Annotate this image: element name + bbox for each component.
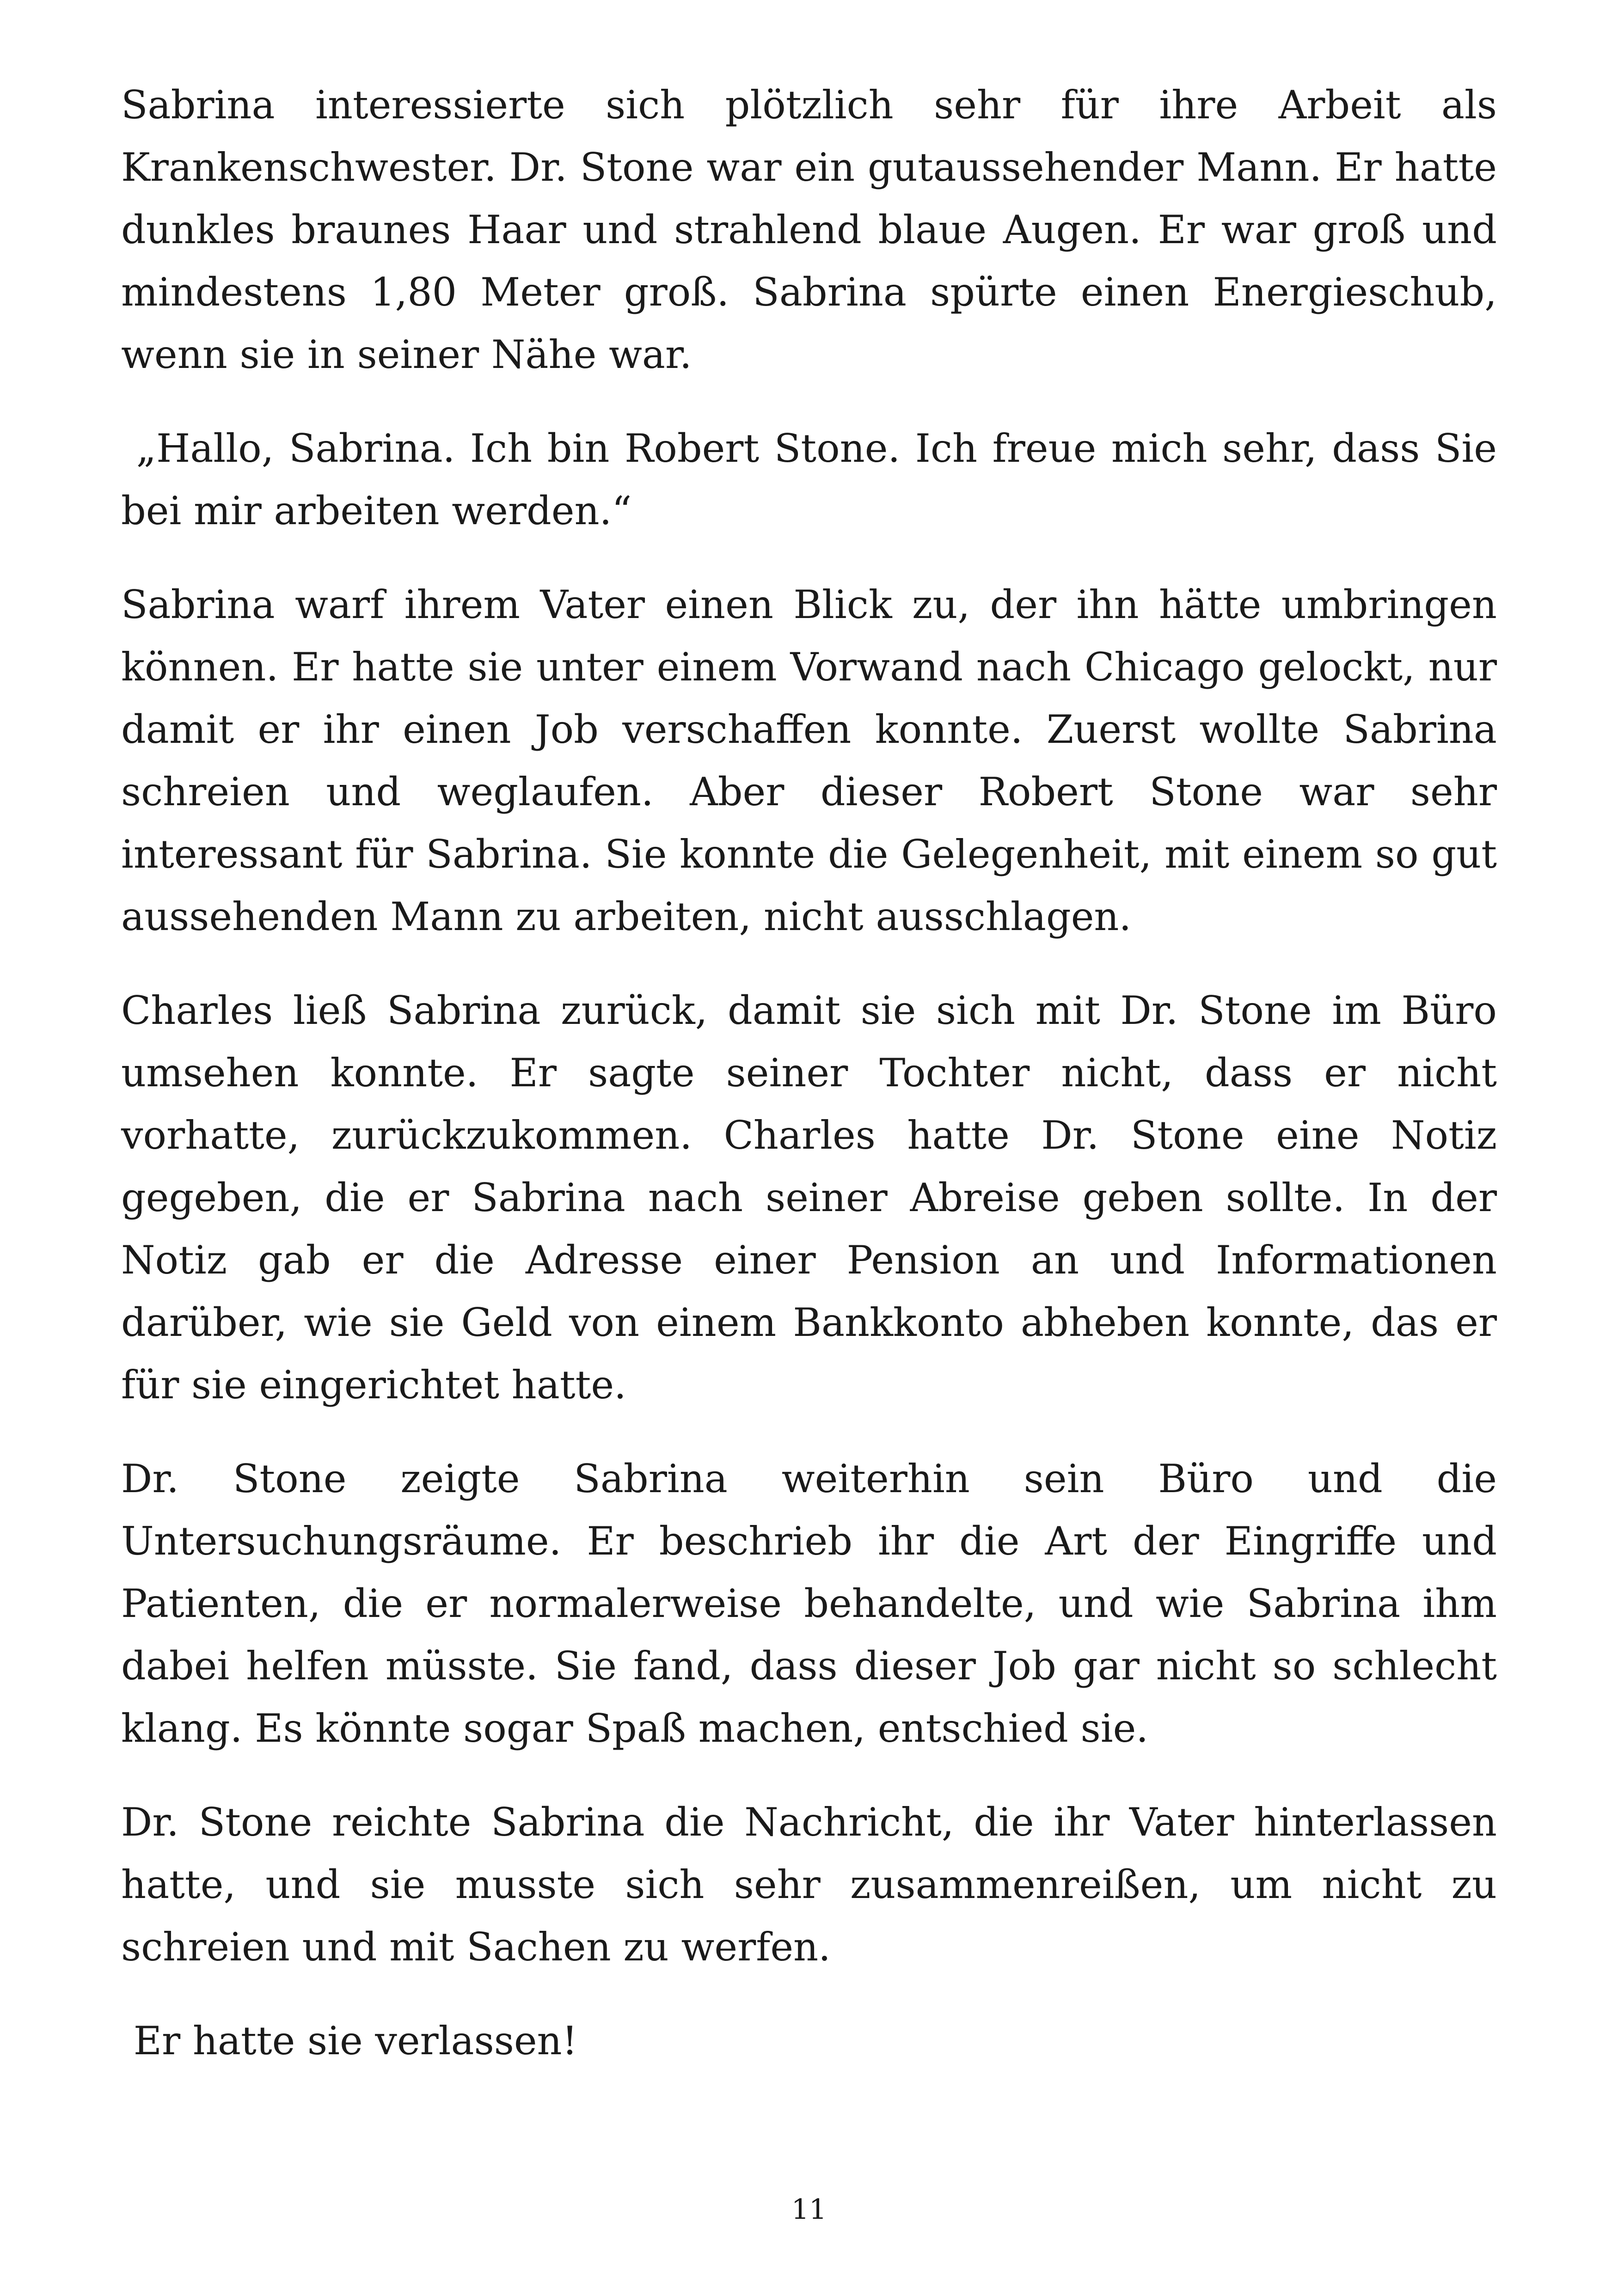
body-text: [121, 74, 1509, 2104]
paragraph-5: Dr. Stone zeigte Sabrina weiterhin sein Büro und die Untersuchungsräume. Er beschrieb ihr die Art der Eingriffe und Patienten, die er normalerweise behandelte, und wie Sabrina ihm dabei helfen müsste. Sie fand, dass dieser Job gar nicht so schlecht klang. Es könnte sogar Spaß machen, entschied sie.: [121, 1456, 1497, 1751]
paragraph-7: Er hatte sie verlassen!: [121, 2018, 578, 2063]
paragraph-6: Dr. Stone reichte Sabrina die Nachricht, die ihr Vater hinterlassen hatte, und sie musste sich sehr zusammenreißen, um nicht zu schreien und mit Sachen zu werfen.: [121, 1800, 1497, 1970]
paragraph-1: Sabrina interessierte sich plötzlich sehr für ihre Arbeit als Krankenschwester. Dr. Stone war ein gutaussehender Mann. Er hatte dunkles braunes Haar und strahlend blaue Augen. Er war groß und mindestens 1,80 Meter groß. Sabrina spürte einen Energieschub, wenn sie in seiner Nähe war.: [121, 82, 1497, 377]
paragraph-4: Charles ließ Sabrina zurück, damit sie sich mit Dr. Stone im Büro umsehen konnte. Er sagte seiner Tochter nicht, dass er nicht vorhatte, zurückzukommen. Charles hatte Dr. Stone eine Notiz gegeben, die er Sabrina nach seiner Abreise geben sollte. In der Notiz gab er die Adresse einer Pension an und Informationen darüber, wie sie Geld von einem Bankkonto abheben konnte, das er für sie eingerichtet hatte.: [121, 988, 1497, 1408]
paragraph-2: „Hallo, Sabrina. Ich bin Robert Stone. Ich freue mich sehr, dass Sie bei mir arbeiten werden.“: [121, 426, 1509, 533]
paragraph-3: Sabrina warf ihrem Vater einen Blick zu, der ihn hätte umbringen können. Er hatte sie unter einem Vorwand nach Chicago gelockt, nur damit er ihr einen Job verschaffen konnte. Zuerst wollte Sabrina schreien und weglaufen. Aber dieser Robert Stone war sehr interessant für Sabrina. Sie konnte die Gelegenheit, mit einem so gut aussehenden Mann zu arbeiten, nicht ausschlagen.: [121, 582, 1497, 939]
page-number: 11: [791, 2193, 827, 2226]
